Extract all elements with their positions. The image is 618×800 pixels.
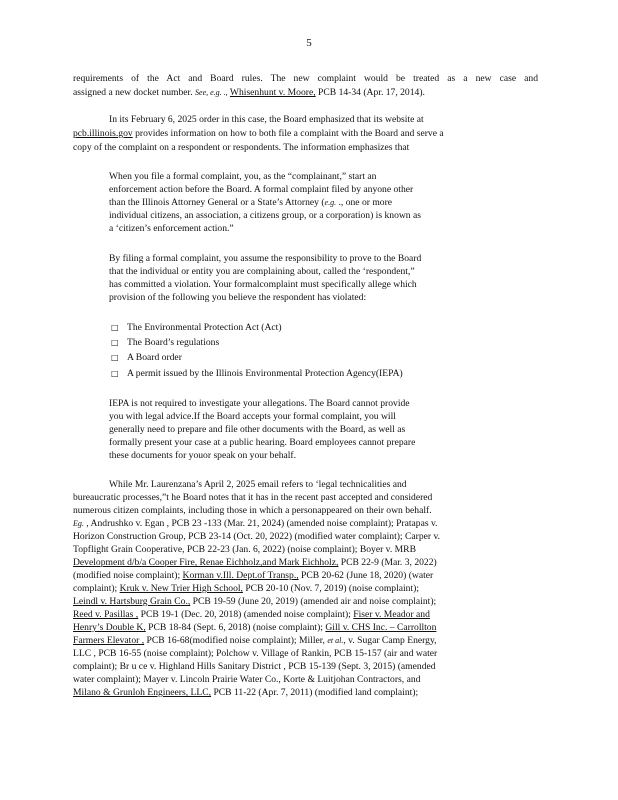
eg-signal: Eg. xyxy=(73,519,84,528)
quote1-line4: individual citizens, an association, a citizens group, or a corporation) is known as xyxy=(109,210,421,221)
see-eg-signal: See, e.g. ., xyxy=(195,88,228,97)
para3-line13 xyxy=(73,635,437,647)
website-link[interactable]: pcb.illinois.gov xyxy=(73,128,133,139)
para3-line8-text: (modified noise complaint); xyxy=(73,570,181,581)
para3-line16: water complaint); Mayer v. Lincoln Prairie Water Co., Korte & Luitjohan Contractors, and xyxy=(73,674,421,685)
quote1-line2: enforcement action before the Board. A formal complaint filed by anyone other xyxy=(109,184,414,195)
para2-line2-text: provides information on how to both file a complaint with the Board and serve a xyxy=(135,128,444,139)
para3-line1: While Mr. Laurenzana’s April 2, 2025 email refers to ‘legal technicalities and xyxy=(109,479,407,490)
para3-line2: bureaucratic processes,”t he Board notes that it has in the recent past accepted and considered xyxy=(73,492,433,503)
case-citation: Development d/b/a Cooper Fire, Renae Eichholz,and Mark Eichholz, xyxy=(73,557,339,568)
para3-line3: numerous citizen complaints, including those in which a personappeared on their own behalf. xyxy=(73,505,432,516)
para3-line13-rest: , v. Sugar Camp Energy, xyxy=(343,635,437,646)
case-citation: Gill v. CHS Inc. – Carrollton xyxy=(325,622,437,633)
et-al-signal: et al. xyxy=(327,636,344,645)
quote1-line3-rest: ., one or more xyxy=(336,197,393,208)
para3-line14: LLC , PCB 16-55 (noise complaint); Polchow v. Village of Rankin, PCB 15-157 (air and water xyxy=(73,648,438,659)
bullet-box-icon: □ xyxy=(111,353,119,362)
bullet-box-icon: □ xyxy=(111,323,119,332)
quote2-line4: provision of the following you believe the respondent has violated: xyxy=(109,292,367,303)
para3-line17-text: PCB 11-22 (Apr. 7, 2011) (modified land complaint); xyxy=(213,687,419,698)
quote2-line1: By filing a formal complaint, you assume the responsibility to prove to the Board xyxy=(109,253,422,264)
quote1-line3 xyxy=(109,197,392,209)
quote3-line3: generally need to prepare and file other documents with the Board, as well as xyxy=(109,424,406,435)
bullet-box-icon: □ xyxy=(111,338,119,347)
para2-line3: copy of the complaint on a respondent or respondents. The information emphasizes that xyxy=(73,142,410,153)
para3-line4-text: , Andrushko v. Egan , PCB 23 -133 (Mar. 21, 2024) (amended noise complaint); Pratapas v. xyxy=(83,518,438,529)
para3-line9 xyxy=(73,583,419,595)
quote1-line1: When you file a formal complaint, you, as the “complainant,” start an xyxy=(109,171,377,182)
para3-line5: Horizon Construction Group, PCB 23-14 (Oct. 20, 2022) (modified water complaint); Carper v. xyxy=(73,531,441,542)
quote2-line3: has committed a violation. Your formalcomplaint must specifically allege which xyxy=(109,279,417,290)
bullet-item: The Environmental Protection Act (Act) xyxy=(127,322,282,333)
quote2-line2: that the individual or entity you are complaining about, called the ‘respondent,” xyxy=(109,266,415,277)
para3-line10-text: PCB 19-59 (June 20, 2019) (amended air and noise complaint); xyxy=(192,596,437,607)
para3-line8-rest: PCB 20-62 (June 18, 2020) (water xyxy=(301,570,434,581)
case-citation: Korman v.Ill. Dept.of Transp., xyxy=(182,570,299,581)
para3-line11-text: PCB 19-1 (Dec. 20, 2018) (amended noise complaint); xyxy=(140,609,351,620)
para3-line12 xyxy=(73,622,436,634)
quote3-line2: you with legal advice.If the Board accepts your formal complaint, you will xyxy=(109,411,396,422)
case-citation: Milano & Grunloh Engineers, LLC, xyxy=(73,687,212,698)
case-citation: Henry’s Double K, xyxy=(73,622,146,633)
case-citation: Whisenhunt v. Moore, xyxy=(229,87,316,98)
quote3-line4: formally present your case at a public hearing. Board employees cannot prepare xyxy=(109,437,416,448)
para1-line2-text: assigned a new docket number. xyxy=(73,87,193,98)
bullet-item: A permit issued by the Illinois Environmental Protection Agency(IEPA) xyxy=(127,368,403,379)
para1-line2 xyxy=(73,87,425,99)
bullet-box-icon: □ xyxy=(111,369,119,378)
bullet-item: A Board order xyxy=(127,352,182,363)
case-citation: Fiser v. Meador and xyxy=(353,609,430,620)
para3-line15: complaint); Br u ce v. Highland Hills Sanitary District , PCB 15-139 (Sept. 3, 2015) (amended xyxy=(73,661,436,672)
case-citation: Farmers Elevator , xyxy=(73,635,145,646)
eg-signal: e.g. xyxy=(324,198,337,207)
para3-line9-text: complaint); xyxy=(73,583,118,594)
case-citation: Reed v. Pasillas , xyxy=(73,609,139,620)
para3-line7-text: PCB 22-9 (Mar. 3, 2022) xyxy=(340,557,437,568)
para3-line13-text: PCB 16-68(modified noise complaint); Miller, xyxy=(146,635,325,646)
para3-line7 xyxy=(73,557,437,569)
quote3-line1: IEPA is not required to investigate your allegations. The Board cannot provide xyxy=(109,398,410,409)
para3-line17 xyxy=(73,687,418,699)
para3-line11 xyxy=(73,609,430,621)
para2-line1: In its February 6, 2025 order in this case, the Board emphasized that its website at xyxy=(109,114,424,125)
quote1-line3-text: than the Illinois Attorney General or a State’s Attorney ( xyxy=(109,197,325,208)
para2-line2 xyxy=(73,128,444,140)
para3-line6: Topflight Grain Cooperative, PCB 22-23 (Jan. 6, 2022) (noise complaint); Boyer v. MRB xyxy=(73,544,416,555)
para1-line2-citation: PCB 14-34 (Apr. 17, 2014). xyxy=(318,87,425,98)
quote1-line5: a ‘citizen’s enforcement action.” xyxy=(109,223,234,234)
case-citation: Leindl v. Hartsburg Grain Co., xyxy=(73,596,191,607)
para3-line12-text: PCB 18-84 (Sept. 6, 2018) (noise complaint); xyxy=(148,622,323,633)
page-number: 5 xyxy=(306,37,312,49)
para3-line10 xyxy=(73,596,436,608)
quote3-line5: these documents for youor speak on your behalf. xyxy=(109,450,297,461)
para1-line1: requirements of the Act and Board rules. The new complaint would be treated as a new case and xyxy=(73,73,538,84)
bullet-item: The Board’s regulations xyxy=(127,337,220,348)
para3-line9-rest: PCB 20-10 (Nov. 7, 2019) (noise complaint); xyxy=(245,583,419,594)
para3-line8 xyxy=(73,570,433,582)
case-citation: Kruk v. New Trier High School, xyxy=(119,583,243,594)
para3-line4 xyxy=(73,518,438,530)
